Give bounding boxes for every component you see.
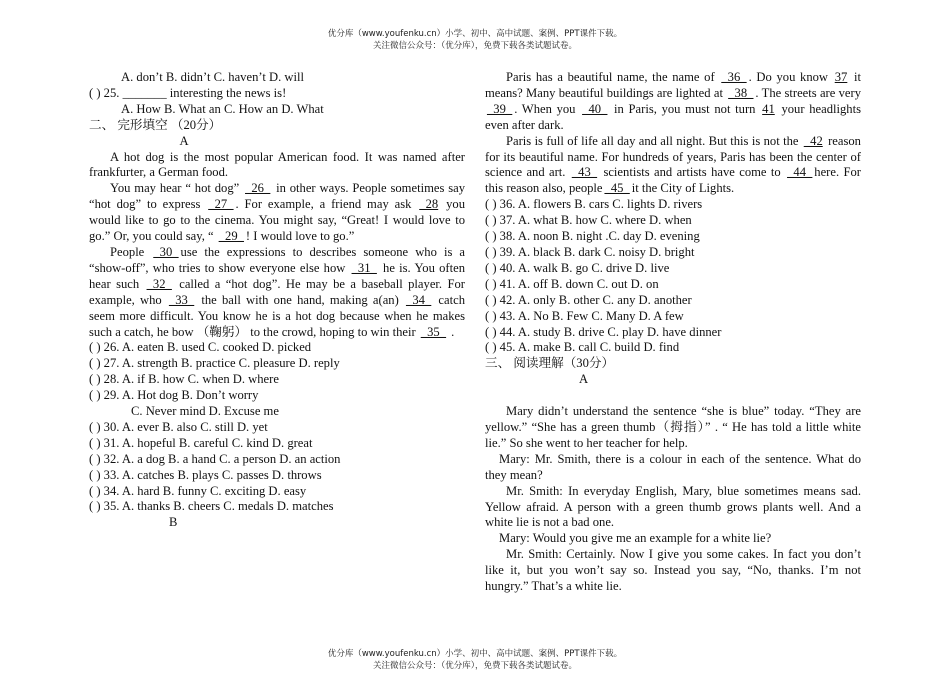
blank-27: _27_ (208, 197, 234, 212)
question-45: ( ) 45. A. make B. call C. build D. find (485, 340, 680, 355)
q24-options: A. don’t B. didn’t C. haven’t D. will (121, 70, 304, 84)
blank-30: _30_ (153, 244, 179, 259)
paris-paragraph-2: Paris is full of life all day and all night. But this is not the _42 reason for its beautiful name. For hundreds of years, Paris has been the center of science and art. _43_ scientists and artists have come to _44_ here. For this reason also, people _45_ it the City of Lights. (485, 133, 861, 196)
header-line-2: 关注微信公众号：（优分库），免费下载各类试题试卷。 (372, 41, 577, 51)
blank-33: _33_ (168, 292, 195, 307)
question-40: ( ) 40. A. walk B. go C. drive D. live (485, 260, 670, 275)
question-41: ( ) 41. A. off B. down C. out D. on (485, 276, 659, 291)
page-footer (0, 648, 950, 672)
footer-line-1: 优分库（www.youfenku.cn）小学、初中、高中试题、案例、PPT课件下载。 (327, 649, 623, 659)
blank-31: _31_ (351, 260, 377, 275)
passage-b-label: B (169, 515, 178, 530)
question-27: ( ) 27. A. strength B. practice C. pleasure D. reply (89, 356, 340, 371)
question-36: ( ) 36. A. flowers B. cars C. lights D. rivers (485, 197, 703, 212)
question-38: ( ) 38. A. noon B. night .C. day D. evening (485, 229, 700, 244)
question-37: ( ) 37. A. what B. how C. where D. when (485, 213, 692, 228)
cloze-paragraph-2: You may hear “ hot dog” _26_ in other ways. People sometimes say “hot dog” to express _27_ . For example, a friend may ask _28 you would like to go to the cinema. You might say, “Great! I would love to go.” Or, you could say, “ _29_ ! I would love to go.” (89, 181, 465, 244)
section-3-title: 三、 阅读理解（30分） (485, 356, 615, 371)
reading-paragraph-1: Mary didn’t understand the sentence “she is blue” today. “They are yellow.” “She has a green thumb（拇指）” . “ He has told a little white lie.” So she went to her teacher for help. (485, 404, 861, 450)
blank-28: _28 (419, 197, 439, 212)
blank-38: _38_ (728, 85, 754, 100)
question-29-cont: C. Never mind D. Excuse me (131, 404, 279, 419)
blank-26: _26_ (245, 181, 271, 196)
blank-44: _44_ (787, 165, 813, 180)
question-43: ( ) 43. A. No B. Few C. Many D. A few (485, 308, 684, 323)
footer-line-2: 关注微信公众号：（优分库），免费下载各类试题试卷。 (372, 661, 577, 671)
spacer (485, 388, 861, 404)
blank-34: _34_ (406, 292, 432, 307)
question-28: ( ) 28. A. if B. how C. when D. where (89, 372, 279, 387)
left-column (89, 70, 465, 531)
question-35: ( ) 35. A. thanks B. cheers C. medals D. matches (89, 499, 334, 514)
question-30: ( ) 30. A. ever B. also C. still D. yet (89, 419, 268, 434)
blank-40: _40_ (582, 101, 608, 116)
section-2-title: 二、 完形填空 （20分） (89, 117, 222, 132)
question-39: ( ) 39. A. black B. dark C. noisy D. bright (485, 244, 695, 259)
blank-43: _43_ (571, 165, 598, 180)
reading-paragraph-3: Mr. Smith: In everyday English, Mary, blue sometimes means sad. Yellow afraid. A person with a green thumb grows plants well. And a white lie is not a bad one. (485, 483, 861, 530)
reading-paragraph-4: Mary: Would you give me an example for a white lie? (499, 531, 772, 546)
question-42: ( ) 42. A. only B. other C. any D. another (485, 292, 692, 307)
question-44: ( ) 44. A. study B. drive C. play D. have dinner (485, 324, 722, 339)
q25-stem: ( ) 25. _______ interesting the news is! (89, 85, 287, 100)
page-header (0, 28, 950, 52)
reading-paragraph-5: Mr. Smith: Certainly. Now I give you some cakes. In fact you don’t like it, but you won’t say so. Instead you say, “No, thanks. I’m not hungry.” That’s a white lie. (485, 547, 861, 594)
cloze-paragraph-1: A hot dog is the most popular American food. It was named after frankfurter, a German food. (89, 149, 465, 180)
blank-42: _42 (803, 133, 823, 148)
reading-passage-a-label: A (579, 372, 589, 387)
question-29: ( ) 29. A. Hot dog B. Don’t worry (89, 388, 259, 403)
cloze-paragraph-3: People _30_ use the expressions to describes someone who is a “show-off”, who tries to show everyone else how _31_ he is. You often hear such _32_ called a “hot dog”. He may be a baseball player. For example, who _33_ the ball with one hand, making a(an) _34_ catch seem more difficult. You know he is a hot dog because when he makes such a catch, he bow （鞠躬） to the crowd, hoping to win their _35_ . (89, 244, 465, 339)
question-32: ( ) 32. A. a dog B. a hand C. a person D. an action (89, 451, 341, 466)
right-column (485, 70, 861, 595)
blank-39: _39_ (487, 101, 513, 116)
question-31: ( ) 31. A. hopeful B. careful C. kind D. great (89, 435, 313, 450)
reading-paragraph-2: Mary: Mr. Smith, there is a colour in each of the sentence. What do they mean? (485, 451, 861, 482)
blank-37: 37 (834, 70, 848, 84)
q25-options: A. How B. What an C. How an D. What (121, 101, 324, 116)
question-34: ( ) 34. A. hard B. funny C. exciting D. easy (89, 483, 307, 498)
blank-45: _45_ (604, 181, 630, 196)
blank-41: 41 (762, 101, 775, 116)
header-line-1: 优分库（www.youfenku.cn）小学、初中、高中试题、案例、PPT课件下载。 (327, 29, 623, 39)
question-26: ( ) 26. A. eaten B. used C. cooked D. picked (89, 340, 312, 355)
blank-35: _35_ (420, 324, 447, 339)
question-33: ( ) 33. A. catches B. plays C. passes D. throws (89, 467, 322, 482)
blank-36: _36_ (721, 70, 747, 84)
passage-a-label: A (179, 133, 189, 148)
paris-paragraph-1: Paris has a beautiful name, the name of _36_ . Do you know 37 it means? Many beautiful buildings are lighted at _38_ . The streets are very _39_ . When you _40_ in Paris, you must not turn 41 your headlights even after dark. (485, 70, 861, 132)
blank-32: _32_ (146, 276, 172, 291)
blank-29: _29_ (218, 229, 244, 244)
